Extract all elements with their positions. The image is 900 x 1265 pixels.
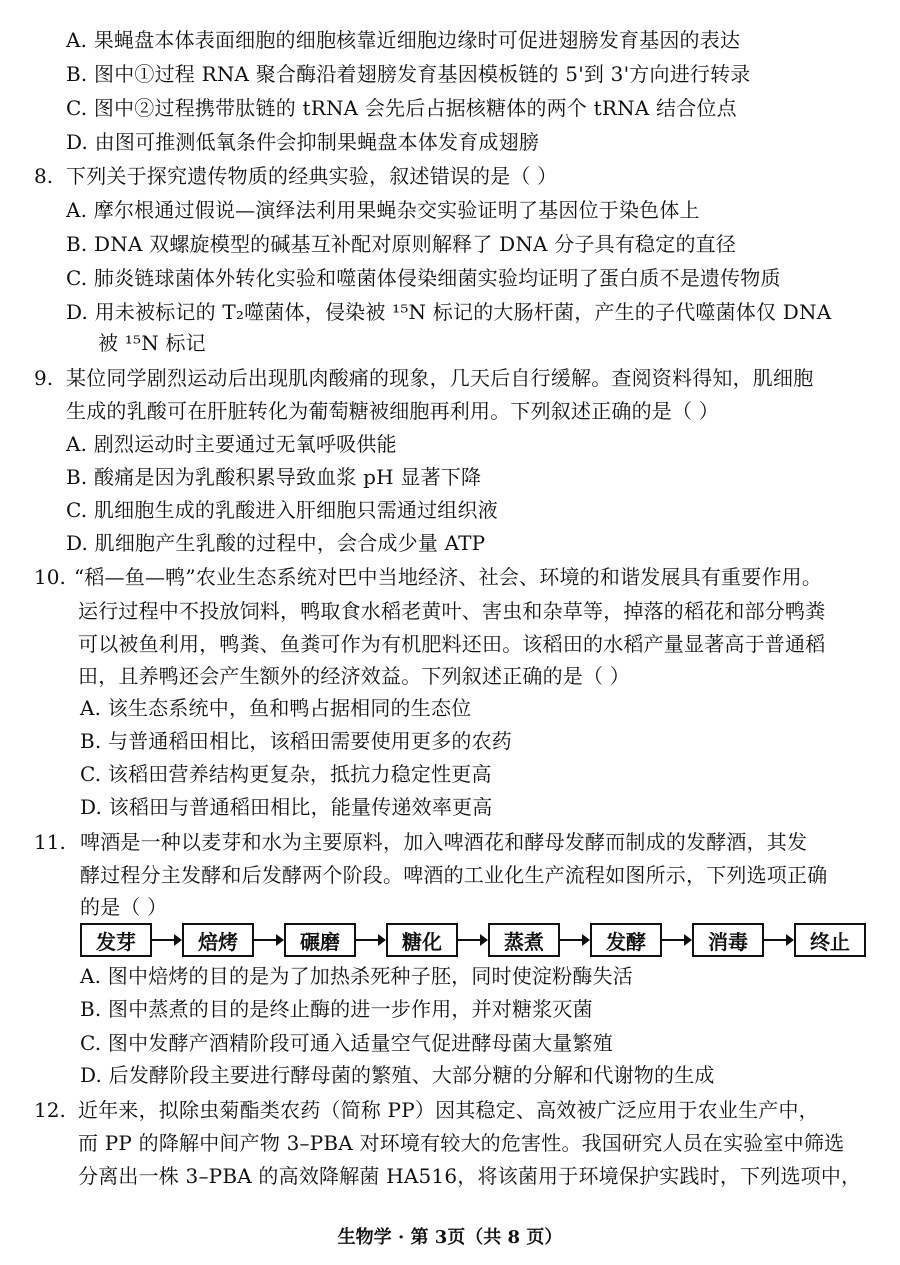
q11-option-d: D. 后发酵阶段主要进行酵母菌的繁殖、大部分糖的分解和代谢物的生成 bbox=[80, 1063, 715, 1087]
flow-step-roasting: 焙烤 bbox=[182, 923, 254, 957]
q12-stem-line: 近年来，拟除虫菊酯类农药（简称 PP）因其稳定、高效被广泛应用于农业生产中， bbox=[78, 1098, 819, 1122]
flow-step-disinfection: 消毒 bbox=[692, 923, 764, 957]
q10-stem-line: 田，且养鸭还会产生额外的经济效益。下列叙述正确的是（ ） bbox=[78, 664, 630, 688]
q11-stem-line: 啤酒是一种以麦芽和水为主要原料，加入啤酒花和酵母发酵而制成的发酵酒，其发 bbox=[80, 830, 808, 854]
flow-arrow-icon bbox=[152, 923, 182, 957]
flow-arrow-icon bbox=[764, 923, 794, 957]
flow-step-saccharification: 糖化 bbox=[386, 923, 458, 957]
q8-option-b: B. DNA 双螺旋模型的碱基互补配对原则解释了 DNA 分子具有稳定的直径 bbox=[66, 232, 737, 256]
q9-option-a: A. 剧烈运动时主要通过无氧呼吸供能 bbox=[66, 432, 397, 456]
flow-arrow-icon bbox=[254, 923, 284, 957]
q9-stem-line: 生成的乳酸可在肝脏转化为葡萄糖被细胞再利用。下列叙述正确的是（ ） bbox=[66, 399, 719, 423]
q10-stem-line: “稻—鱼—鸭”农业生态系统对巴中当地经济、社会、环境的和谐发展具有重要作用。 bbox=[74, 565, 823, 589]
q12-number: 12. bbox=[34, 1098, 66, 1122]
q10-option-b: B. 与普通稻田相比，该稻田需要使用更多的农药 bbox=[80, 729, 513, 753]
flow-arrow-icon bbox=[560, 923, 590, 957]
q7-option-c: C. 图中②过程携带肽链的 tRNA 会先后占据核糖体的两个 tRNA 结合位点 bbox=[66, 96, 737, 120]
q8-number: 8. bbox=[34, 164, 54, 188]
q7-option-d: D. 由图可推测低氧条件会抑制果蝇盘本体发育成翅膀 bbox=[66, 130, 540, 154]
q11-stem-line: 的是（ ） bbox=[80, 895, 168, 919]
q12-stem-line: 而 PP 的降解中间产物 3–PBA 对环境有较大的危害性。我国研究人员在实验室中筛选 bbox=[78, 1131, 845, 1155]
q10-option-a: A. 该生态系统中，鱼和鸭占据相同的生态位 bbox=[80, 696, 472, 720]
flow-step-milling: 碾磨 bbox=[284, 923, 356, 957]
flow-arrow-icon bbox=[458, 923, 488, 957]
page-footer: 生物学 · 第 3页（共 8 页） bbox=[337, 1227, 563, 1248]
q10-number: 10. bbox=[34, 565, 66, 589]
q10-option-c: C. 该稻田营养结构更复杂，抵抗力稳定性更高 bbox=[80, 762, 492, 786]
q8-option-c: C. 肺炎链球菌体外转化实验和噬菌体侵染细菌实验均证明了蛋白质不是遗传物质 bbox=[66, 266, 781, 290]
q9-option-c: C. 肌细胞生成的乳酸进入肝细胞只需通过组织液 bbox=[66, 498, 498, 522]
q9-option-b: B. 酸痛是因为乳酸积累导致血浆 pH 显著下降 bbox=[66, 465, 482, 489]
q10-option-d: D. 该稻田与普通稻田相比，能量传递效率更高 bbox=[80, 795, 493, 819]
flow-step-fermentation: 发酵 bbox=[590, 923, 662, 957]
q7-option-a: A. 果蝇盘本体表面细胞的细胞核靠近细胞边缘时可促进翅膀发育基因的表达 bbox=[66, 28, 741, 52]
q11-option-b: B. 图中蒸煮的目的是终止酶的进一步作用，并对糖浆灭菌 bbox=[80, 997, 593, 1021]
q8-stem: 下列关于探究遗传物质的经典实验，叙述错误的是（ ） bbox=[66, 164, 558, 188]
q10-stem-line: 可以被鱼利用，鸭粪、鱼粪可作为有机肥料还田。该稻田的水稻产量显著高于普通稻 bbox=[78, 632, 826, 656]
q11-option-c: C. 图中发酵产酒精阶段可通入适量空气促进酵母菌大量繁殖 bbox=[80, 1031, 613, 1055]
flow-step-sprouting: 发芽 bbox=[80, 923, 152, 957]
q9-stem-line: 某位同学剧烈运动后出现肌肉酸痛的现象，几天后自行缓解。查阅资料得知，肌细胞 bbox=[66, 366, 814, 390]
beer-production-flowchart bbox=[80, 918, 870, 962]
q11-option-a: A. 图中焙烤的目的是为了加热杀死种子胚，同时使淀粉酶失活 bbox=[80, 964, 633, 988]
flow-step-termination: 终止 bbox=[794, 923, 866, 957]
flow-arrow-icon bbox=[662, 923, 692, 957]
q8-option-d-continued: 被 ¹⁵N 标记 bbox=[98, 331, 206, 355]
flow-step-boiling: 蒸煮 bbox=[488, 923, 560, 957]
q8-option-a: A. 摩尔根通过假说—演绎法利用果蝇杂交实验证明了基因位于染色体上 bbox=[66, 198, 700, 222]
q10-stem-line: 运行过程中不投放饲料，鸭取食水稻老黄叶、害虫和杂草等，掉落的稻花和部分鸭粪 bbox=[78, 599, 826, 623]
q11-stem-line: 酵过程分主发酵和后发酵两个阶段。啤酒的工业化生产流程如图所示，下列选项正确 bbox=[80, 863, 828, 887]
q7-option-b: B. 图中①过程 RNA 聚合酶沿着翅膀发育基因模板链的 5'到 3'方向进行转录 bbox=[66, 62, 751, 86]
q9-number: 9. bbox=[34, 366, 54, 390]
q8-option-d: D. 用未被标记的 T₂噬菌体，侵染被 ¹⁵N 标记的大肠杆菌，产生的子代噬菌体仅 DNA bbox=[66, 300, 832, 324]
q11-number: 11. bbox=[34, 830, 66, 854]
q9-option-d: D. 肌细胞产生乳酸的过程中，会合成少量 ATP bbox=[66, 531, 486, 555]
flow-arrow-icon bbox=[356, 923, 386, 957]
q12-stem-line: 分离出一株 3–PBA 的高效降解菌 HA516，将该菌用于环境保护实践时，下列选项中， bbox=[78, 1164, 862, 1188]
